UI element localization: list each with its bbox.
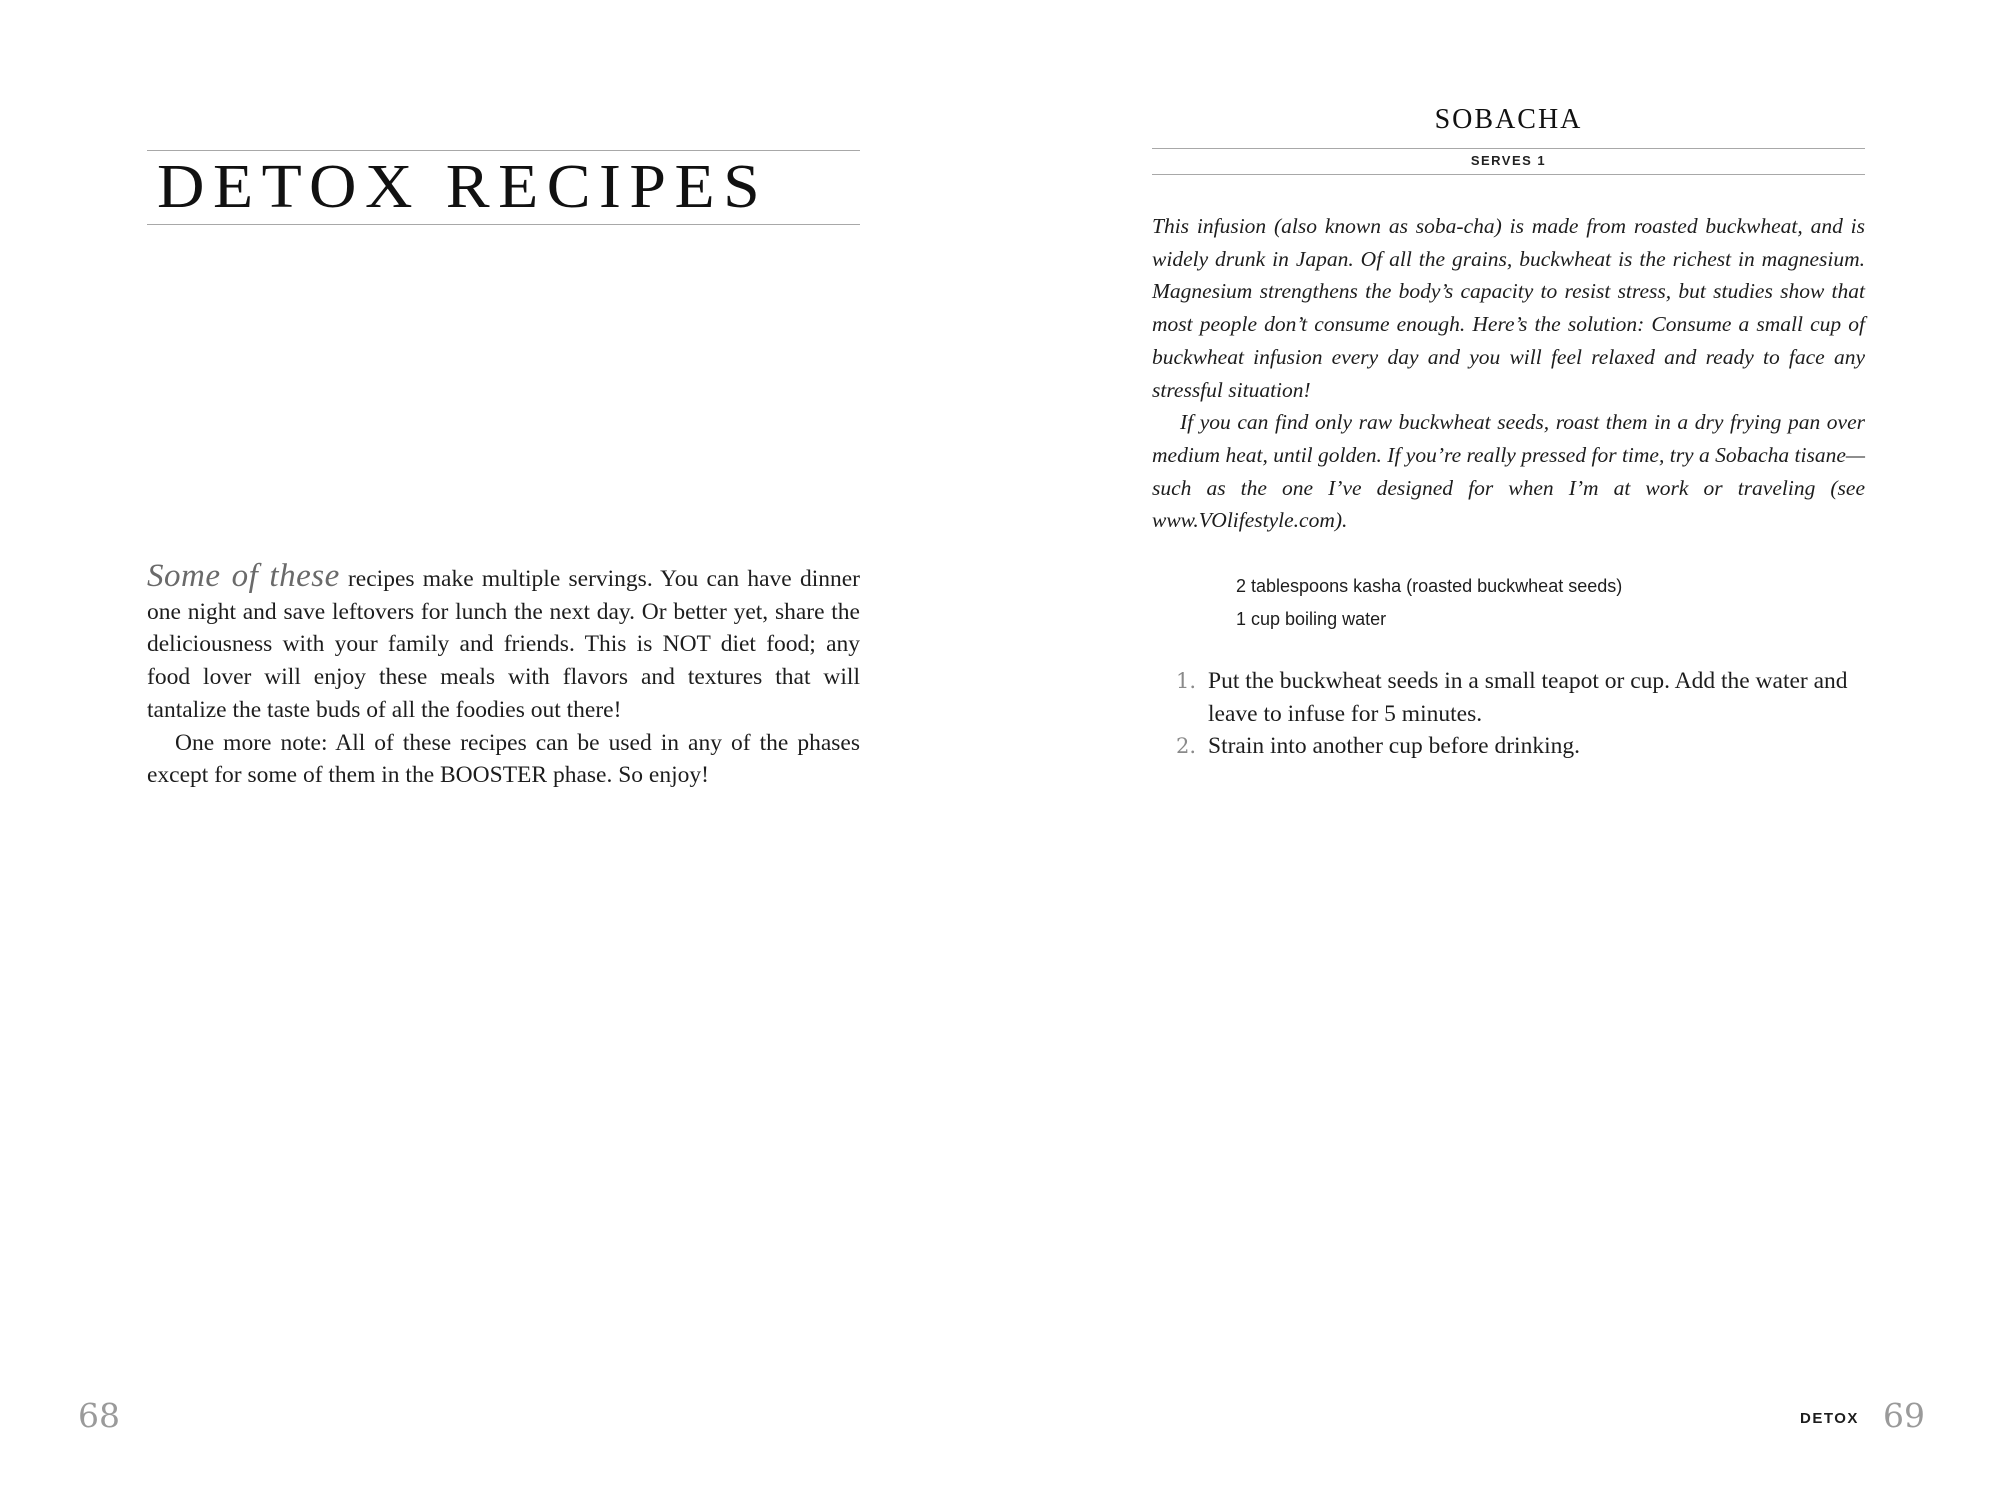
recipe-title: SOBACHA (1434, 104, 1583, 135)
method-steps (1168, 665, 1858, 763)
step-number: 2. (1175, 734, 1196, 759)
step-number: 1. (1175, 669, 1196, 693)
right-page (1000, 0, 2000, 1500)
chapter-title-block (147, 150, 860, 225)
page-number-right: 69 (1883, 1396, 1925, 1435)
ingredient-item: 2 tablespoons kasha (roasted buckwheat seeds) (1236, 576, 1623, 596)
step-item (1168, 665, 1858, 730)
intro-paragraph-1-text: recipes make multiple servings. You can have dinner one night and save leftovers for lunch the next day. Or better yet, share the deliciousness with your family and friends. This is NOT diet food; any food lover will enjoy these meals with flavors and textures that will tantalize the taste buds of all the foodies out there! (147, 566, 860, 723)
ingredient-item: 1 cup boiling water (1236, 609, 1387, 629)
step-text: Strain into another cup before drinking. (1208, 733, 1580, 760)
intro-text (147, 560, 860, 792)
step-item (1168, 730, 1858, 763)
serves-label: SERVES 1 (1152, 148, 1865, 175)
ingredient-list (1236, 570, 1622, 636)
step-text: Put the buckwheat seeds in a small teapot or cup. Add the water and leave to infuse for 5 minutes. (1208, 668, 1848, 727)
lead-in: Some of these (147, 558, 340, 594)
recipe-headnote (1152, 210, 1865, 537)
page-number-left: 68 (78, 1396, 120, 1435)
chapter-title: DETOX RECIPES (157, 153, 769, 221)
headnote-paragraph-1: This infusion (also known as soba-cha) is made from roasted buckwheat, and is widely drunk in Japan. Of all the grains, buckwheat is the richest in magnesium. Magnesium strengthens the body’s capacity to resist stress, but studies show that most people don’t consume enough. Here’s the solution: Consume a small cup of buckwheat infusion every day and you will feel relaxed and ready to face any stressful situation! (1152, 214, 1865, 402)
intro-paragraph-1 (147, 560, 860, 727)
running-head: DETOX (1800, 1410, 1859, 1427)
headnote-paragraph-2: If you can find only raw buckwheat seeds, roast them in a dry frying pan over medium heat, until golden. If you’re really pressed for time, try a Sobacha tisane—such as the one I’ve designed for when I’m at work or traveling (see www.VOlifestyle.com). (1152, 410, 1865, 533)
intro-paragraph-2: One more note: All of these recipes can be used in any of the phases except for some of them in the BOOSTER phase. So enjoy! (147, 729, 860, 789)
